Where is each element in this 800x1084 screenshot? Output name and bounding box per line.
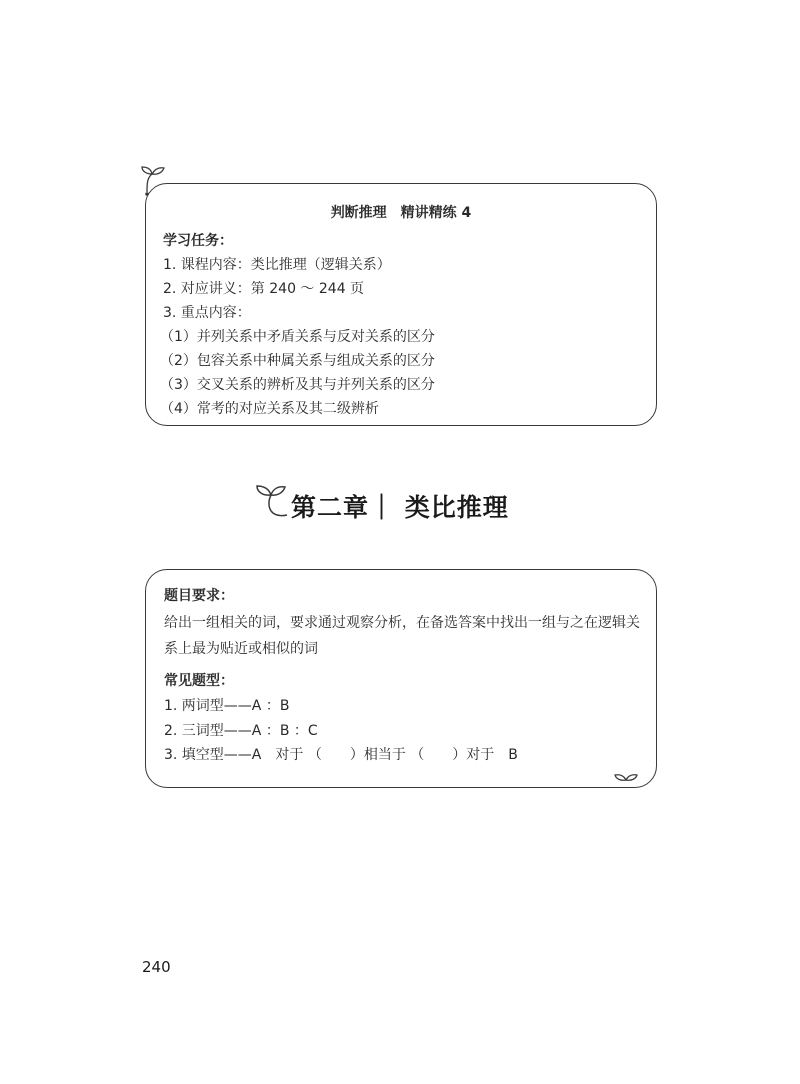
requirement-heading: 题目要求： — [164, 588, 234, 604]
page-number: 240 — [142, 958, 171, 976]
requirement-text: 给出一组相关的词，要求通过观察分析，在备选答案中找出一组与之在逻辑关系上最为贴近或相似的词 — [164, 615, 640, 657]
type-three-words: 2. 三词型——A ：B ：C — [164, 723, 318, 739]
task-item-course: 1. 课程内容：类比推理（逻辑关系） — [163, 257, 391, 273]
focus-point-1: （1）并列关系中矛盾关系与反对关系的区分 — [160, 329, 435, 345]
task-heading: 学习任务： — [163, 233, 233, 249]
question-info-box — [145, 569, 657, 788]
type-two-words: 1. 两词型——A ：B — [164, 698, 290, 714]
sprout-icon — [253, 479, 289, 523]
type-fill-blank: 3. 填空型——A 对于 （ ）相当于 （ ）对于 B — [164, 747, 518, 763]
chapter-heading — [253, 477, 553, 533]
study-task-box — [145, 183, 657, 426]
box-title: 判断推理 精讲精练 4 — [330, 205, 472, 221]
types-heading: 常见题型： — [164, 673, 234, 689]
task-item-pages: 2. 对应讲义：第 240 ～ 244 页 — [163, 281, 365, 297]
chapter-title: 第二章｜ 类比推理 — [291, 493, 509, 522]
task-item-focus: 3. 重点内容： — [163, 305, 251, 321]
focus-point-3: （3）交叉关系的辨析及其与并列关系的区分 — [160, 377, 435, 393]
leaves-icon — [614, 770, 638, 784]
focus-point-4: （4）常考的对应关系及其二级辨析 — [160, 401, 379, 417]
focus-point-2: （2）包容关系中种属关系与组成关系的区分 — [160, 353, 435, 369]
